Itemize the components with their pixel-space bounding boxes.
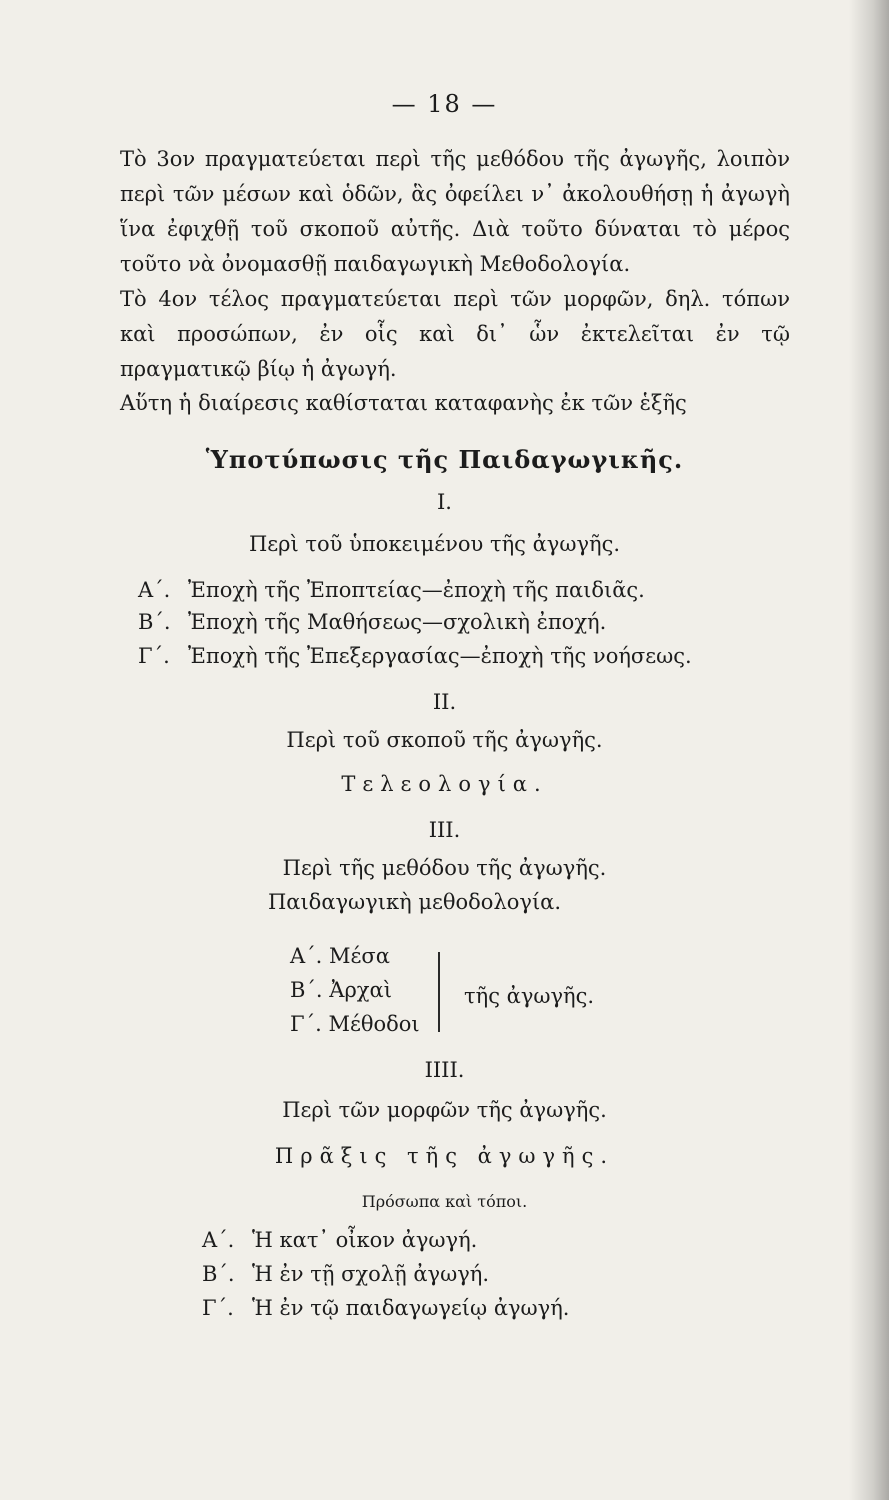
item-mark: Α΄. <box>138 578 171 602</box>
item-mark: Γ΄. <box>138 644 170 668</box>
item-text: Ἡ ἐν τῷ παιδαγωγείῳ ἀγωγή. <box>252 1296 570 1320</box>
item-text: Ἡ ἐν τῇ σχολῇ ἀγωγή. <box>252 1262 490 1286</box>
section-2-subtitle: Τελεολογία. <box>341 772 548 796</box>
page-number: — 18 — <box>391 90 498 118</box>
section-3-numeral: III. <box>428 818 461 842</box>
section-1-item-b <box>138 610 606 634</box>
grouping-brace <box>438 952 440 1032</box>
section-4-item-a <box>202 1228 477 1252</box>
paragraph-forms: Τὸ 4ον τέλος πραγματεύεται περὶ τῶν μορφῶν, δηλ. τόπων καὶ προσώπων, ἐν οἷς καὶ δι᾿ ὧν ἐκτελεῖται ἐν τῷ πραγματικῷ βίῳ ἡ ἀγωγή. <box>120 287 790 381</box>
item-text: Ἐποχὴ τῆς Ἐποπτείας—ἐποχὴ τῆς παιδιᾶς. <box>188 578 645 602</box>
section-heading: Ὑποτύπωσις τῆς Παιδαγωγικῆς. <box>205 445 684 474</box>
item-mark: Γ΄. <box>290 1012 322 1036</box>
section-1-title: Περὶ τοῦ ὑποκειμένου τῆς ἀγωγῆς. <box>248 532 621 556</box>
item-mark: Γ΄. <box>202 1296 234 1320</box>
section-4-subtitle: Πρᾶξις τῆς ἀγωγῆς. <box>274 1144 615 1168</box>
section-2-title: Περὶ τοῦ σκοποῦ τῆς ἀγωγῆς. <box>286 728 603 752</box>
section-2-numeral: II. <box>432 690 457 714</box>
item-text: Ἐποχὴ τῆς Μαθήσεως—σχολικὴ ἐποχή. <box>188 610 607 634</box>
item-mark: Α΄. <box>202 1228 235 1252</box>
section-4-numeral: IIII. <box>424 1058 465 1082</box>
item-text: Ἐποχὴ τῆς Ἐπεξεργασίας—ἐποχὴ τῆς νοήσεως. <box>188 644 692 668</box>
section-3-subtitle: Παιδαγωγικὴ μεθοδολογία. <box>267 890 562 914</box>
section-4-item-c <box>202 1296 569 1320</box>
section-4-note: Πρόσωπα καὶ τόποι. <box>361 1192 528 1211</box>
item-text: Μέσα <box>329 944 390 968</box>
section-3-item-b <box>290 978 392 1002</box>
paragraph-division: Αὕτη ἡ διαίρεσις καθίσταται καταφανὴς ἐκ τῶν ἑξῆς <box>120 391 687 415</box>
group-label: τῆς ἀγωγῆς. <box>464 984 595 1008</box>
item-mark: Β΄. <box>138 610 171 634</box>
item-text: Μέθοδοι <box>328 1012 420 1036</box>
section-1-item-c <box>138 644 692 668</box>
paragraph-method: Τὸ 3ον πραγματεύεται περὶ τῆς μεθόδου τῆς ἀγωγῆς, λοιπὸν περὶ τῶν μέσων καὶ ὁδῶν, ἃς ὀφείλει ν᾿ ἀκολουθήσῃ ἡ ἀγωγὴ ἵνα ἐφιχθῇ τοῦ σκοποῦ αὐτῆς. Διὰ τοῦτο δύναται τὸ μέρος τοῦτο νὰ ὀνομασθῇ παιδαγωγικὴ Μεθοδολογία. <box>120 147 790 276</box>
section-1-numeral: I. <box>437 490 452 514</box>
item-text: Ἡ κατ᾿ οἶκον ἀγωγή. <box>252 1228 478 1252</box>
item-mark: Β΄. <box>290 978 323 1002</box>
section-4-title: Περὶ τῶν μορφῶν τῆς ἀγωγῆς. <box>282 1098 607 1122</box>
section-4-item-b <box>202 1262 489 1286</box>
section-3-title: Περὶ τῆς μεθόδου τῆς ἀγωγῆς. <box>282 856 607 880</box>
item-mark: Β΄. <box>202 1262 235 1286</box>
section-1-item-a <box>138 578 645 602</box>
section-3-item-c <box>290 1012 420 1036</box>
item-text: Ἀρχαὶ <box>329 978 392 1002</box>
section-3-item-a <box>290 944 390 968</box>
item-mark: Α΄. <box>290 944 323 968</box>
